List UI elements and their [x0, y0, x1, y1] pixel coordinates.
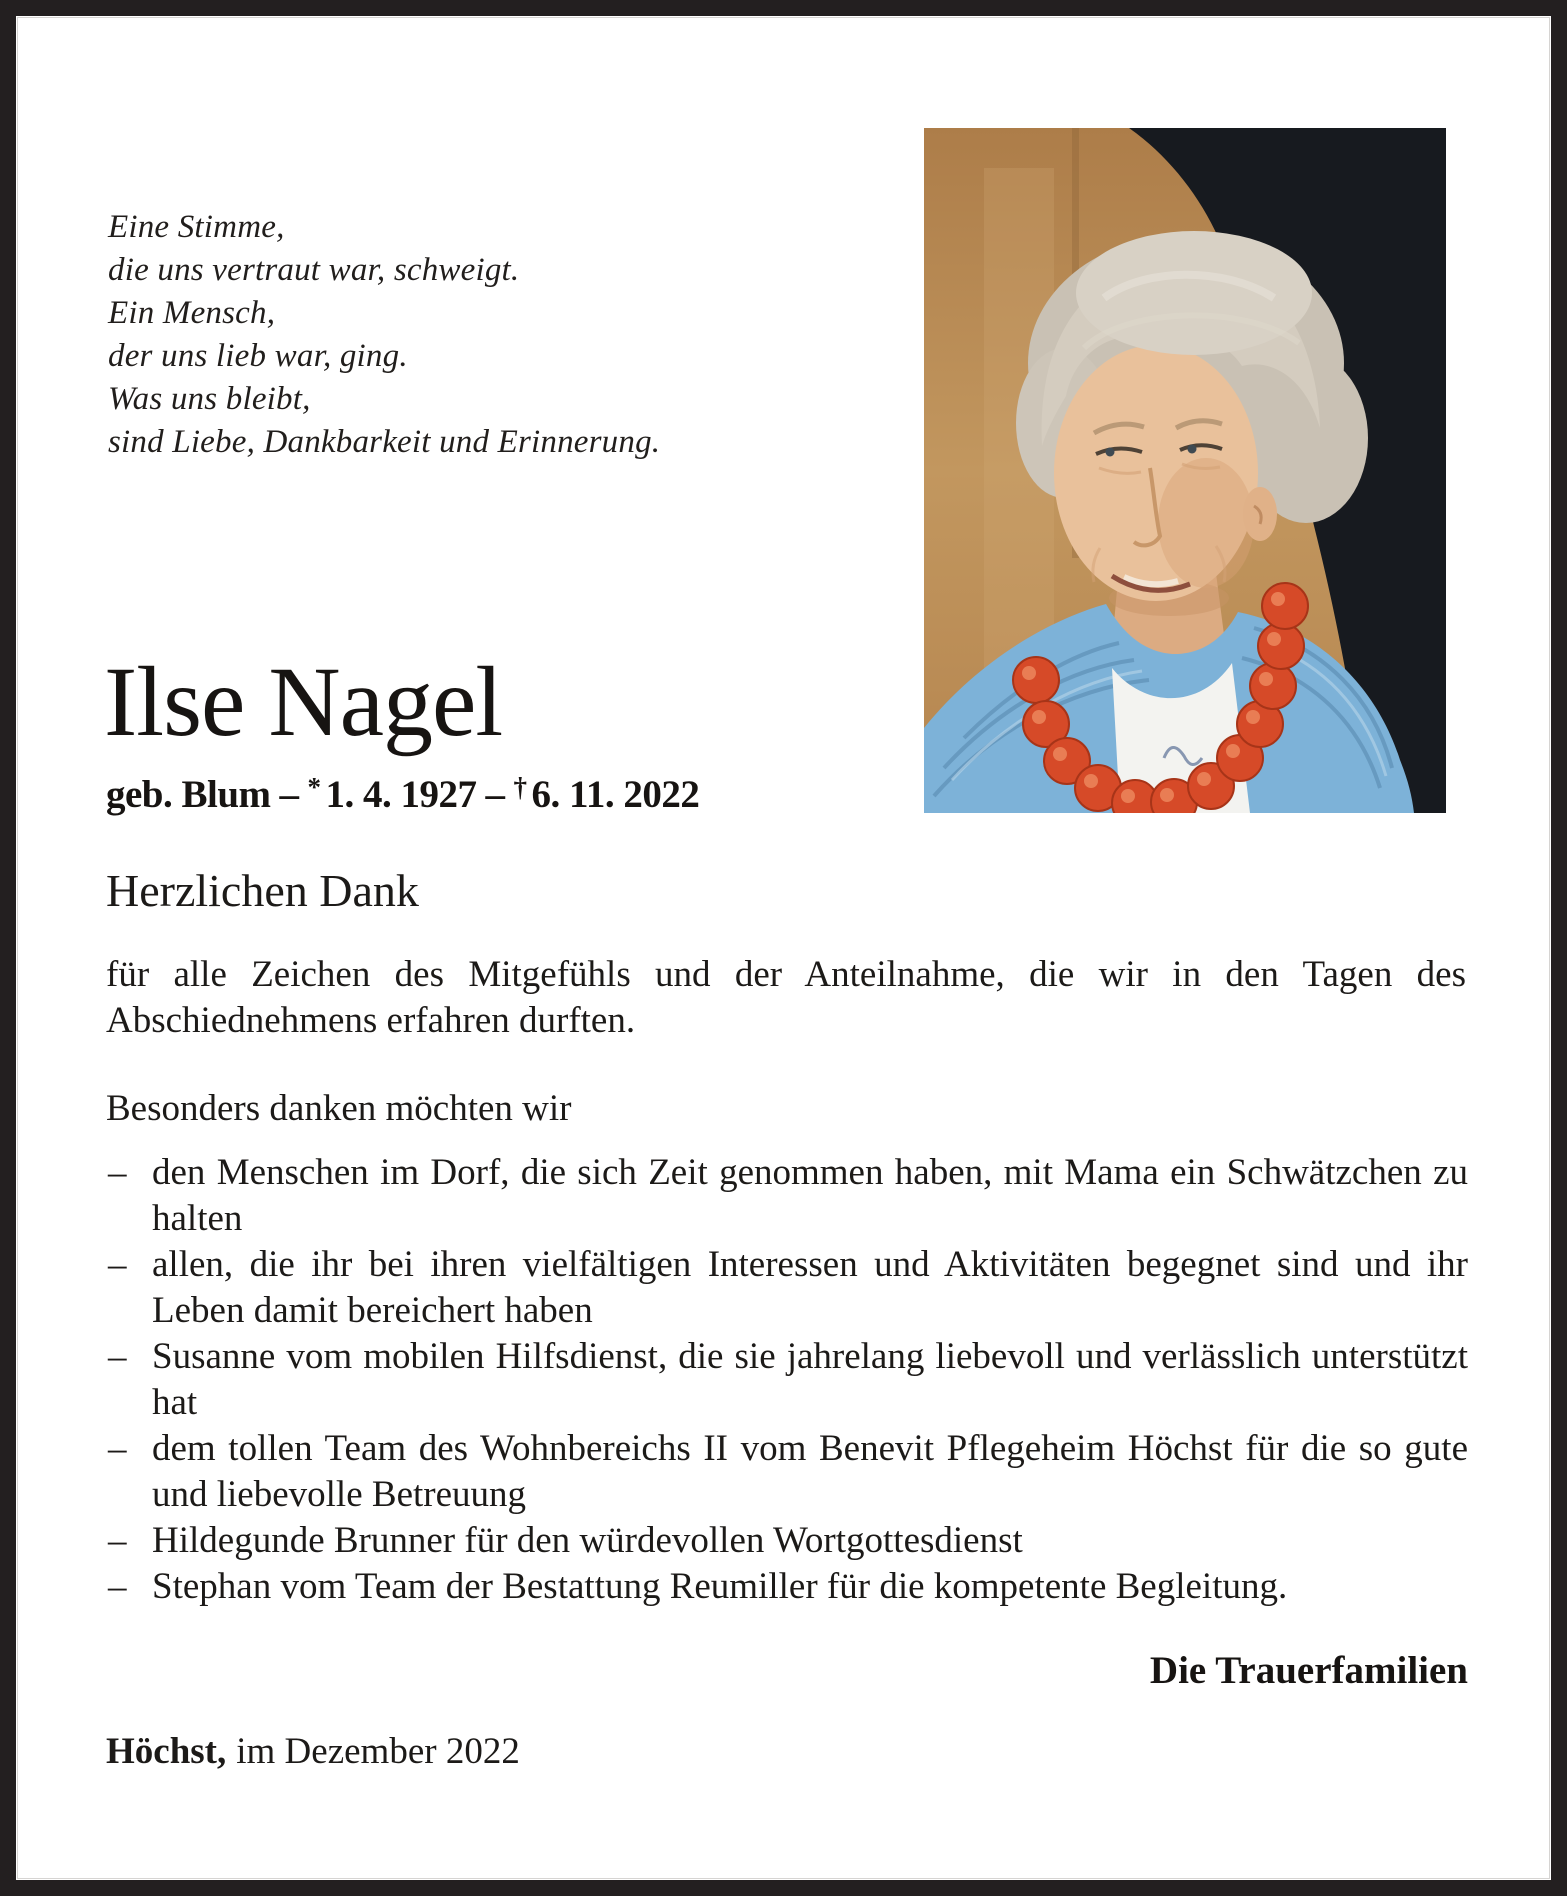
dash-bullet: –: [108, 1428, 127, 1469]
list-item-text: allen, die ihr bei ihren vielfältigen Interessen und Aktivitäten begegnet sind und ihr Leben damit bereichert haben: [152, 1244, 1468, 1331]
place-name: Höchst,: [106, 1731, 227, 1772]
portrait-photo: [924, 128, 1446, 813]
face: [1054, 345, 1258, 601]
memorial-poem: [108, 206, 660, 464]
list-item-text: Susanne vom mobilen Hilfsdienst, die sie jahrelang liebevoll und verlässlich unterstützt hat: [152, 1336, 1468, 1423]
death-date: 6. 11. 2022: [531, 773, 700, 816]
dash-bullet: –: [108, 1566, 127, 1607]
maiden-name: geb. Blum: [106, 773, 271, 816]
poem-line: Was uns bleibt,: [108, 381, 311, 417]
list-item: [106, 1564, 1468, 1610]
life-dates: [106, 772, 699, 817]
birth-star-symbol: *: [307, 772, 321, 802]
poem-line: Ein Mensch,: [108, 295, 276, 331]
poem-line: sind Liebe, Dankbarkeit und Erinnerung.: [108, 424, 661, 460]
list-item-text: Stephan vom Team der Bestattung Reumiller für die kompetente Begleitung.: [152, 1566, 1288, 1607]
list-item: [106, 1334, 1468, 1426]
list-item: [106, 1518, 1468, 1564]
thanks-list: [106, 1150, 1468, 1610]
list-item: [106, 1426, 1468, 1518]
dates-separator: –: [279, 773, 299, 816]
portrait-photo-graphic: [924, 128, 1446, 813]
list-item: [106, 1150, 1468, 1242]
deceased-name: Ilse Nagel: [104, 646, 503, 757]
thanks-heading: Herzlichen Dank: [106, 865, 419, 916]
birth-date: 1. 4. 1927: [325, 773, 477, 816]
thanks-paragraph: für alle Zeichen des Mitgefühls und der Anteilnahme, die wir in den Tagen des Abschiednehmens erfahren durften.: [106, 954, 1466, 1041]
poem-line: der uns lieb war, ging.: [108, 338, 408, 374]
poem-line: die uns vertraut war, schweigt.: [108, 252, 520, 288]
dash-bullet: –: [108, 1520, 127, 1561]
dash-bullet: –: [108, 1152, 127, 1193]
ear: [1243, 487, 1277, 541]
date-text: im Dezember 2022: [236, 1731, 520, 1772]
dates-separator: –: [485, 773, 505, 816]
place-date-line: [106, 1730, 520, 1773]
poem-line: Eine Stimme,: [108, 209, 285, 245]
list-item-text: Hildegunde Brunner für den würdevollen Wortgottesdienst: [152, 1520, 1023, 1561]
list-item-text: den Menschen im Dorf, die sich Zeit genommen haben, mit Mama ein Schwätzchen zu halten: [152, 1152, 1468, 1239]
dash-bullet: –: [108, 1336, 127, 1377]
list-item-text: dem tollen Team des Wohnbereichs II vom Benevit Pflegeheim Höchst für die so gute und liebevolle Betreuung: [152, 1428, 1468, 1515]
death-dagger-symbol: †: [513, 772, 527, 802]
dash-bullet: –: [108, 1244, 127, 1285]
closing-signature: Die Trauerfamilien: [1149, 1649, 1468, 1692]
list-item: [106, 1242, 1468, 1334]
thanks-list-intro: Besonders danken möchten wir: [106, 1088, 572, 1129]
